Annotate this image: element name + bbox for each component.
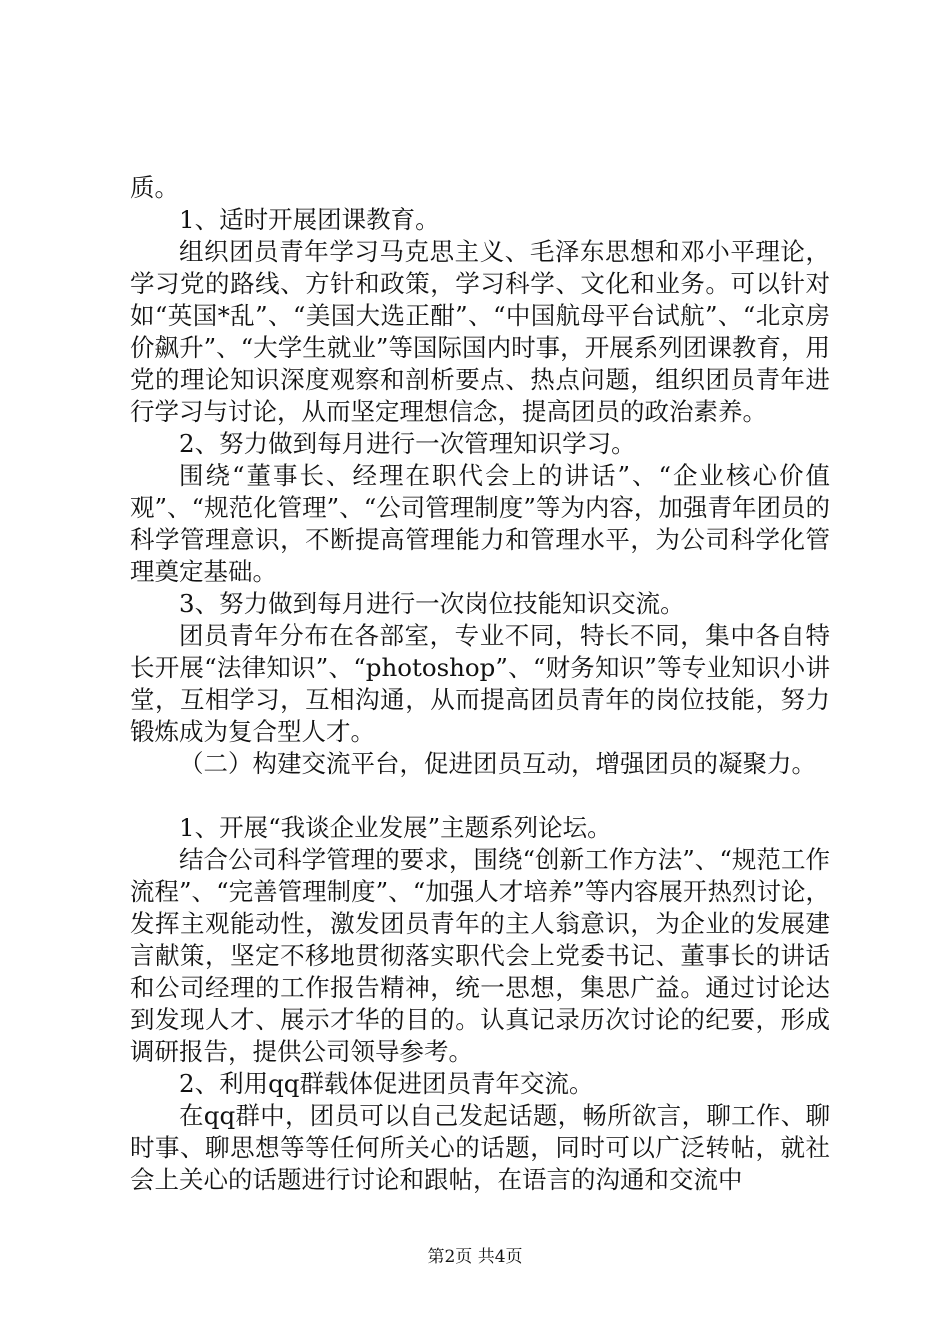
paragraph-body: 组织团员青年学习马克思主义、毛泽东思想和邓小平理论，学习党的路线、方针和政策，学习科学、文化和业务。可以针对如“英国*乱”、“美国大选正酣”、“中国航母平台试航”、“北京房价飙升”、“大学生就业”等国际国内时事，开展系列团课教育，用党的理论知识深度观察和剖析要点、热点问题，组织团员青年进行学习与讨论，从而坚定理想信念，提高团员的政治素养。	[130, 237, 830, 426]
paragraph-heading-1: 1、适时开展团课教育。	[179, 205, 440, 234]
document-body	[130, 172, 830, 1196]
paragraph-heading-1: 1、开展“我谈企业发展”主题系列论坛。	[179, 813, 612, 842]
paragraph-body: 团员青年分布在各部室，专业不同，特长不同，集中各自特长开展“法律知识”、“photoshop”、“财务知识”等专业知识小讲堂，互相学习，互相沟通，从而提高团员青年的岗位技能，努力锻炼成为复合型人才。	[130, 621, 830, 746]
section-heading: （二）构建交流平台，促进团员互动，增强团员的凝聚力。	[179, 749, 816, 778]
paragraph-heading-2: 2、利用qq群载体促进团员青年交流。	[179, 1069, 594, 1098]
paragraph-heading-3: 3、努力做到每月进行一次岗位技能知识交流。	[179, 589, 685, 618]
paragraph-body: 结合公司科学管理的要求，围绕“创新工作方法”、“规范工作流程”、“完善管理制度”、“加强人才培养”等内容展开热烈讨论，发挥主观能动性，激发团员青年的主人翁意识，为企业的发展建言献策，坚定不移地贯彻落实职代会上党委书记、董事长的讲话和公司经理的工作报告精神，统一思想，集思广益。通过讨论达到发现人才、展示才华的目的。认真记录历次讨论的纪要，形成调研报告，提供公司领导参考。	[130, 845, 830, 1066]
paragraph-body: 在qq群中，团员可以自己发起话题，畅所欲言，聊工作、聊时事、聊思想等等任何所关心的话题，同时可以广泛转帖，就社会上关心的话题进行讨论和跟帖，在语言的沟通和交流中	[130, 1101, 830, 1194]
page-number: 第2页 共4页	[427, 1247, 523, 1267]
paragraph-continuation: 质。	[130, 173, 179, 202]
paragraph-heading-2: 2、努力做到每月进行一次管理知识学习。	[179, 429, 636, 458]
paragraph-body: 围绕“董事长、经理在职代会上的讲话”、“企业核心价值观”、“规范化管理”、“公司管理制度”等为内容，加强青年团员的科学管理意识，不断提高管理能力和管理水平，为公司科学化管理奠定基础。	[130, 461, 830, 586]
